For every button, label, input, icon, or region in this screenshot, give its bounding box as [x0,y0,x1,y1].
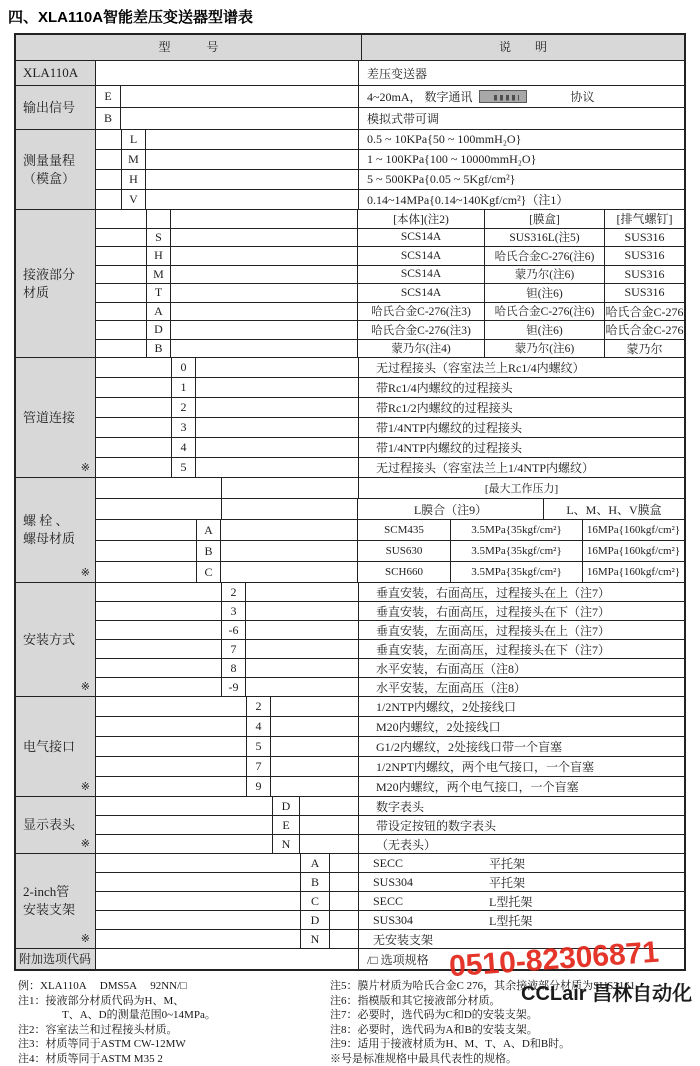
table-row: A 哈氏合金C-276(注3) 哈氏合金C-276(注6) 哈氏合金C-276 [96,302,684,321]
table-row [96,658,684,677]
table-row [96,797,684,815]
note-6: 注6：指模版和其它接液部分材质。 [330,994,501,1007]
code-cell: V [121,190,146,209]
note-1-cont: T、A、D的测量范围0~14MPa。 [18,1009,216,1022]
category-label-output-signal: 输出信号 [16,86,96,129]
code-cell: A [300,854,330,872]
code-cell: 5 [171,458,196,477]
note-1: 注1：接液部分材质代码为H、M、 [18,994,185,1007]
desc-cell: 差压变送器 [358,61,684,85]
code-cell: M [146,266,171,284]
desc-cell: 带Rc1/4内螺纹的过程接头 [358,378,684,397]
watermark-brand-logo: CCLair 昌林自动化 [521,983,693,1005]
table-row [96,437,684,457]
table-row [96,583,684,601]
table-row [96,756,684,776]
section-mounting-bracket [16,853,684,948]
code-cell: N [300,930,330,948]
protocol-logo-badge [479,90,527,103]
table-row [96,377,684,397]
note-3: 注3：材质等同于ASTM CW-12MW [18,1038,186,1051]
code-cell: B [146,340,171,358]
subheader-max-working-pressure: [最大工作压力] [484,483,559,495]
note-5: 注5：膜片材质为哈氏合金C 276，其余接液部分材质为SUS3161。 [330,980,647,992]
section-electrical-connection [16,696,684,796]
category-label-option-code: 附加选项代码 [16,949,96,969]
table-row [96,872,684,891]
code-cell: 0 [171,358,196,377]
table-header-row [16,35,684,60]
section-wetted-parts-material [16,209,684,357]
subheader-vent-screw: [排气螺钉] [604,210,684,228]
code-cell: B [300,873,330,891]
bracket-material: SECC [373,855,404,870]
bracket-type: 平托架 [489,856,526,871]
desc-cell: G1/2内螺纹，2处接线口带一个盲塞 [358,737,684,756]
code-cell: 4 [246,717,271,736]
header-model-number: 型 号 [16,35,362,60]
standard-spec-mark: ※ [80,567,90,580]
table-row: B 蒙乃尔(注4) 蒙乃尔(注6) 蒙乃尔 [96,339,684,358]
code-cell: D [300,911,330,929]
desc-cell: 无过程接头（容室法兰上Rc1/4内螺纹） [358,358,684,377]
code-cell: 2 [171,398,196,417]
code-cell: T [146,284,171,302]
code-cell: 8 [221,659,246,677]
code-cell: A [146,303,171,321]
desc-cell: 垂直安装，左面高压，过程接头在上（注7） [358,621,684,639]
code-cell: H [146,247,171,265]
table-row [96,910,684,929]
desc-cell: 无安装支架 [373,932,434,947]
table-subheader-row [96,478,684,498]
table-row: B SUS630 3.5MPa{35kgf/cm²} 16MPa{160kgf/cm²} [96,540,684,561]
bracket-type: 平托架 [489,875,526,890]
section-pipe-connection [16,357,684,477]
subheader-body: [本体](注2) [393,213,449,226]
standard-spec-mark: ※ [80,462,90,475]
standard-spec-mark: ※ [80,781,90,794]
code-cell: 1 [171,378,196,397]
example-line: 例：XLA110A DMS5A 92NN/□ [18,980,187,992]
code-cell: 3 [221,602,246,620]
page-title: 四、XLA110A智能差压变送器型谱表 [8,9,254,26]
desc-cell: 1 ~ 100KPa{100 ~ 10000mmH₂O} [358,150,684,169]
table-row [96,834,684,853]
desc-cell: 1/2NPT内螺纹，两个电气接口，一个盲塞 [358,757,684,776]
bracket-type: L型托架 [489,894,533,909]
table-row [96,620,684,639]
note-2: 注2：容室法兰和过程接头材质。 [18,1023,178,1036]
code-cell: 9 [246,777,271,796]
category-label-wetted-parts: 接液部分 材质 [16,210,96,357]
code-cell: E [272,816,300,834]
section-mounting-method [16,582,684,696]
category-label-measuring-range: 测量量程 （模盒） [16,130,96,209]
table-row [96,61,684,85]
table-row [96,639,684,658]
desc-cell: M20内螺纹，两个电气接口，一个盲塞 [358,777,684,796]
table-row: C SCH660 3.5MPa{35kgf/cm²} 16MPa{160kgf/cm²} [96,561,684,582]
bracket-type: L型托架 [489,913,533,928]
code-cell: 2 [221,583,246,601]
standard-spec-mark: ※ [80,681,90,694]
table-row [96,149,684,169]
code-cell: -9 [221,678,246,696]
desc-cell: 5 ~ 500KPa{0.05 ~ 5Kgf/cm²} [358,170,684,189]
table-row: T SCS14A 钽(注6) SUS316 [96,283,684,302]
table-row [96,736,684,756]
desc-cell: 水平安装，左面高压（注8） [358,678,684,696]
table-subheader-row [96,210,684,228]
category-label-electrical: 电气接口 ※ [16,697,96,796]
footnotes-left [18,979,330,1066]
desc-cell: 带1/4NTP内螺纹的过程接头 [358,418,684,437]
category-label-model: XLA110A [16,61,96,85]
note-9: 注9：适用于接液材质为H、M、T、A、D和B时。 [330,1038,571,1051]
desc-cell: 无过程接头（容室法兰上1/4NTP内螺纹） [358,458,684,477]
watermark-phone-number: 0510-82306871 [448,935,661,984]
section-output-signal [16,85,684,129]
standard-spec-mark: ※ [80,838,90,851]
section-measuring-range [16,129,684,209]
table-row [96,677,684,696]
table-row [96,716,684,736]
code-cell: 4 [171,438,196,457]
table-row: D 哈氏合金C-276(注3) 钽(注6) 哈氏合金C-276 [96,320,684,339]
desc-cell: 0.14~14MPa{0.14~140Kgf/cm²}（注1） [358,190,684,209]
code-cell: 3 [171,418,196,437]
code-cell: N [272,835,300,853]
note-4: 注4：材质等同于ASTM M35 2 [18,1052,163,1065]
desc-cell: （无表头） [358,835,684,853]
code-cell: 2 [246,697,271,716]
table-row [96,169,684,189]
note-8: 注8：必要时，选代码为A和B的安装支架。 [330,1023,538,1036]
desc-cell: 水平安装，右面高压（注8） [358,659,684,677]
table-row [96,107,684,129]
bracket-material: SUS304 [373,912,414,927]
table-row [96,130,684,149]
table-row [96,854,684,872]
desc-cell: /□ 选项规格 [358,949,684,969]
table-row: S SCS14A SUS316L(注5) SUS316 [96,228,684,247]
code-cell: H [121,170,146,189]
code-cell: B [196,541,221,561]
code-cell: M [121,150,146,169]
table-row [96,815,684,834]
note-7: 注7：必要时，选代码为C和D的安装支架。 [330,1009,538,1022]
table-row [96,189,684,209]
code-cell: D [146,321,171,339]
desc-cell: 模拟式带可调 [358,108,684,129]
standard-spec-mark: ※ [80,933,90,946]
category-label-pipe-connection: 管道连接 ※ [16,358,96,477]
desc-cell: 带设定按钮的数字表头 [358,816,684,834]
header-description: 说 明 [498,40,547,54]
table-row [96,86,684,107]
note-star: ※号是标准规格中最具代表性的规格。 [330,1052,517,1065]
subheader-l-capsule: L膜合（注9） [413,502,488,517]
code-cell: 7 [221,640,246,658]
code-cell: S [146,229,171,247]
desc-cell: 垂直安装，右面高压，过程接头在下（注7） [358,602,684,620]
desc-cell: 垂直安装，右面高压，过程接头在上（注7） [358,583,684,601]
code-cell: 5 [246,737,271,756]
table-row [96,358,684,377]
table-row [96,891,684,910]
table-row [96,457,684,477]
desc-cell: 1/2NTP内螺纹，2处接线口 [358,697,684,716]
section-display-head [16,796,684,853]
desc-cell: 0.5 ~ 10KPa{50 ~ 100mmH₂O} [358,130,684,149]
bracket-material: SECC [373,893,404,908]
desc-cell: 垂直安装，左面高压，过程接头在下（注7） [358,640,684,658]
table-row: M SCS14A 蒙乃尔(注6) SUS316 [96,265,684,284]
subheader-capsule: [膜盒] [484,210,604,228]
desc-cell: 4~20mA， 数字通讯 协议 [358,86,684,107]
code-cell: A [196,520,221,540]
code-cell: E [96,86,121,107]
table-row [96,397,684,417]
code-cell: 7 [246,757,271,776]
desc-cell: 带1/4NTP内螺纹的过程接头 [358,438,684,457]
subheader-lmhv-capsule: L、M、H、V膜盒 [543,499,684,519]
code-cell: B [96,108,121,129]
code-cell: C [196,562,221,582]
table-row [96,697,684,716]
category-label-bolt-nut: 螺 栓 、 螺母材质 ※ [16,478,96,582]
code-cell: D [272,797,300,815]
table-row [96,417,684,437]
category-label-mounting: 安装方式 ※ [16,583,96,696]
category-label-bracket: 2-inch管 安装支架 ※ [16,854,96,948]
code-cell: C [300,892,330,910]
table-subheader-row [96,498,684,519]
desc-cell: 数字表头 [358,797,684,815]
desc-cell: 带Rc1/2内螺纹的过程接头 [358,398,684,417]
category-label-display: 显示表头 ※ [16,797,96,853]
table-row: A SCM435 3.5MPa{35kgf/cm²} 16MPa{160kgf/cm²} [96,519,684,540]
table-row [96,776,684,796]
model-spec-table [14,33,686,971]
section-bolt-nut-material [16,477,684,582]
section-model [16,60,684,85]
code-cell: L [121,130,146,149]
code-cell: -6 [221,621,246,639]
desc-cell: M20内螺纹，2处接线口 [358,717,684,736]
table-row [96,601,684,620]
bracket-material: SUS304 [373,874,414,889]
table-row: H SCS14A 哈氏合金C-276(注6) SUS316 [96,246,684,265]
